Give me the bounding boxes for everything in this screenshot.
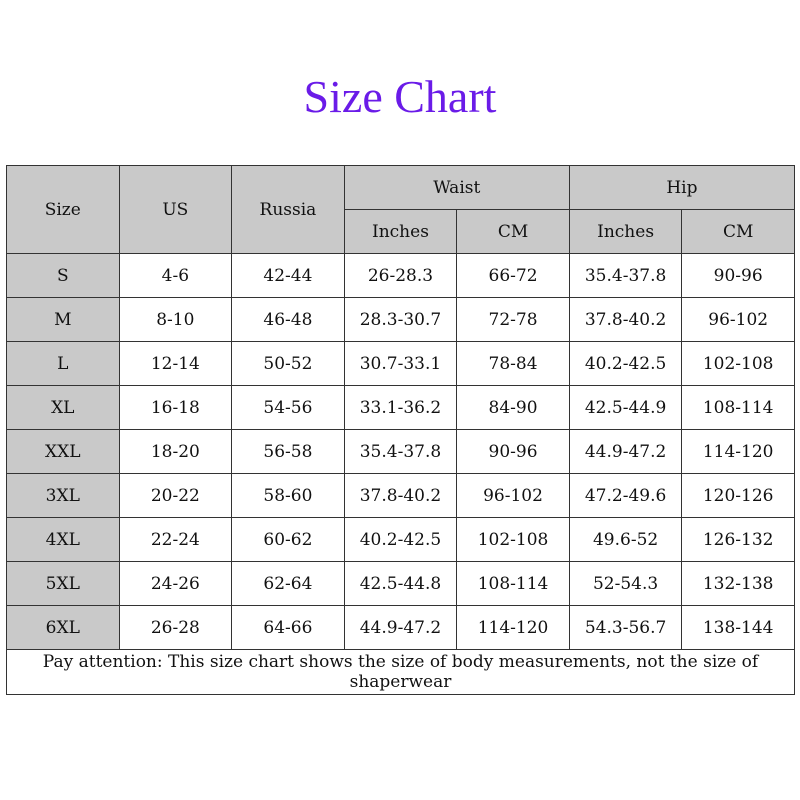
cell-hip-cm: 102-108 bbox=[682, 342, 795, 386]
cell-waist-inches: 30.7-33.1 bbox=[344, 342, 457, 386]
cell-hip-inches: 49.6-52 bbox=[569, 518, 682, 562]
header-hip-cm: CM bbox=[682, 210, 795, 254]
cell-waist-inches: 37.8-40.2 bbox=[344, 474, 457, 518]
cell-hip-inches: 47.2-49.6 bbox=[569, 474, 682, 518]
cell-waist-inches: 40.2-42.5 bbox=[344, 518, 457, 562]
cell-us: 12-14 bbox=[119, 342, 232, 386]
cell-us: 8-10 bbox=[119, 298, 232, 342]
cell-waist-inches: 42.5-44.8 bbox=[344, 562, 457, 606]
cell-hip-cm: 90-96 bbox=[682, 254, 795, 298]
cell-hip-inches: 52-54.3 bbox=[569, 562, 682, 606]
table-row bbox=[7, 430, 795, 474]
cell-waist-cm: 114-120 bbox=[457, 606, 570, 650]
cell-us: 26-28 bbox=[119, 606, 232, 650]
cell-size: S bbox=[7, 254, 120, 298]
header-hip-inches: Inches bbox=[569, 210, 682, 254]
header-russia: Russia bbox=[232, 166, 345, 254]
cell-waist-cm: 108-114 bbox=[457, 562, 570, 606]
cell-russia: 56-58 bbox=[232, 430, 345, 474]
cell-waist-cm: 90-96 bbox=[457, 430, 570, 474]
table-row bbox=[7, 474, 795, 518]
cell-hip-inches: 44.9-47.2 bbox=[569, 430, 682, 474]
cell-hip-cm: 120-126 bbox=[682, 474, 795, 518]
cell-hip-cm: 108-114 bbox=[682, 386, 795, 430]
cell-hip-cm: 126-132 bbox=[682, 518, 795, 562]
table-row bbox=[7, 298, 795, 342]
cell-waist-cm: 84-90 bbox=[457, 386, 570, 430]
cell-waist-inches: 33.1-36.2 bbox=[344, 386, 457, 430]
table-row bbox=[7, 606, 795, 650]
table-row bbox=[7, 254, 795, 298]
cell-waist-cm: 102-108 bbox=[457, 518, 570, 562]
cell-us: 16-18 bbox=[119, 386, 232, 430]
cell-us: 4-6 bbox=[119, 254, 232, 298]
cell-size: 4XL bbox=[7, 518, 120, 562]
header-hip: Hip bbox=[569, 166, 794, 210]
page-title: Size Chart bbox=[303, 71, 497, 122]
cell-waist-inches: 26-28.3 bbox=[344, 254, 457, 298]
cell-russia: 62-64 bbox=[232, 562, 345, 606]
header-waist: Waist bbox=[344, 166, 569, 210]
header-us: US bbox=[119, 166, 232, 254]
cell-size: XL bbox=[7, 386, 120, 430]
cell-hip-cm: 138-144 bbox=[682, 606, 795, 650]
cell-size: M bbox=[7, 298, 120, 342]
cell-size: L bbox=[7, 342, 120, 386]
cell-russia: 64-66 bbox=[232, 606, 345, 650]
header-waist-inches: Inches bbox=[344, 210, 457, 254]
cell-size: XXL bbox=[7, 430, 120, 474]
cell-hip-inches: 54.3-56.7 bbox=[569, 606, 682, 650]
cell-size: 5XL bbox=[7, 562, 120, 606]
cell-russia: 50-52 bbox=[232, 342, 345, 386]
size-chart-table bbox=[6, 165, 795, 695]
cell-russia: 60-62 bbox=[232, 518, 345, 562]
cell-waist-inches: 28.3-30.7 bbox=[344, 298, 457, 342]
cell-waist-cm: 72-78 bbox=[457, 298, 570, 342]
cell-russia: 54-56 bbox=[232, 386, 345, 430]
cell-size: 3XL bbox=[7, 474, 120, 518]
cell-us: 24-26 bbox=[119, 562, 232, 606]
cell-us: 22-24 bbox=[119, 518, 232, 562]
cell-hip-inches: 35.4-37.8 bbox=[569, 254, 682, 298]
cell-hip-inches: 37.8-40.2 bbox=[569, 298, 682, 342]
cell-russia: 58-60 bbox=[232, 474, 345, 518]
cell-waist-cm: 78-84 bbox=[457, 342, 570, 386]
cell-us: 20-22 bbox=[119, 474, 232, 518]
table-row bbox=[7, 342, 795, 386]
cell-hip-inches: 40.2-42.5 bbox=[569, 342, 682, 386]
cell-hip-inches: 42.5-44.9 bbox=[569, 386, 682, 430]
cell-size: 6XL bbox=[7, 606, 120, 650]
cell-russia: 46-48 bbox=[232, 298, 345, 342]
cell-waist-cm: 66-72 bbox=[457, 254, 570, 298]
cell-waist-inches: 44.9-47.2 bbox=[344, 606, 457, 650]
cell-waist-cm: 96-102 bbox=[457, 474, 570, 518]
header-waist-cm: CM bbox=[457, 210, 570, 254]
cell-us: 18-20 bbox=[119, 430, 232, 474]
cell-russia: 42-44 bbox=[232, 254, 345, 298]
table-row bbox=[7, 562, 795, 606]
table-row bbox=[7, 518, 795, 562]
table-row bbox=[7, 386, 795, 430]
cell-hip-cm: 132-138 bbox=[682, 562, 795, 606]
header-size: Size bbox=[7, 166, 120, 254]
cell-hip-cm: 96-102 bbox=[682, 298, 795, 342]
cell-waist-inches: 35.4-37.8 bbox=[344, 430, 457, 474]
footnote: Pay attention: This size chart shows the size of body measurements, not the size of shaperwear bbox=[7, 650, 795, 695]
cell-hip-cm: 114-120 bbox=[682, 430, 795, 474]
